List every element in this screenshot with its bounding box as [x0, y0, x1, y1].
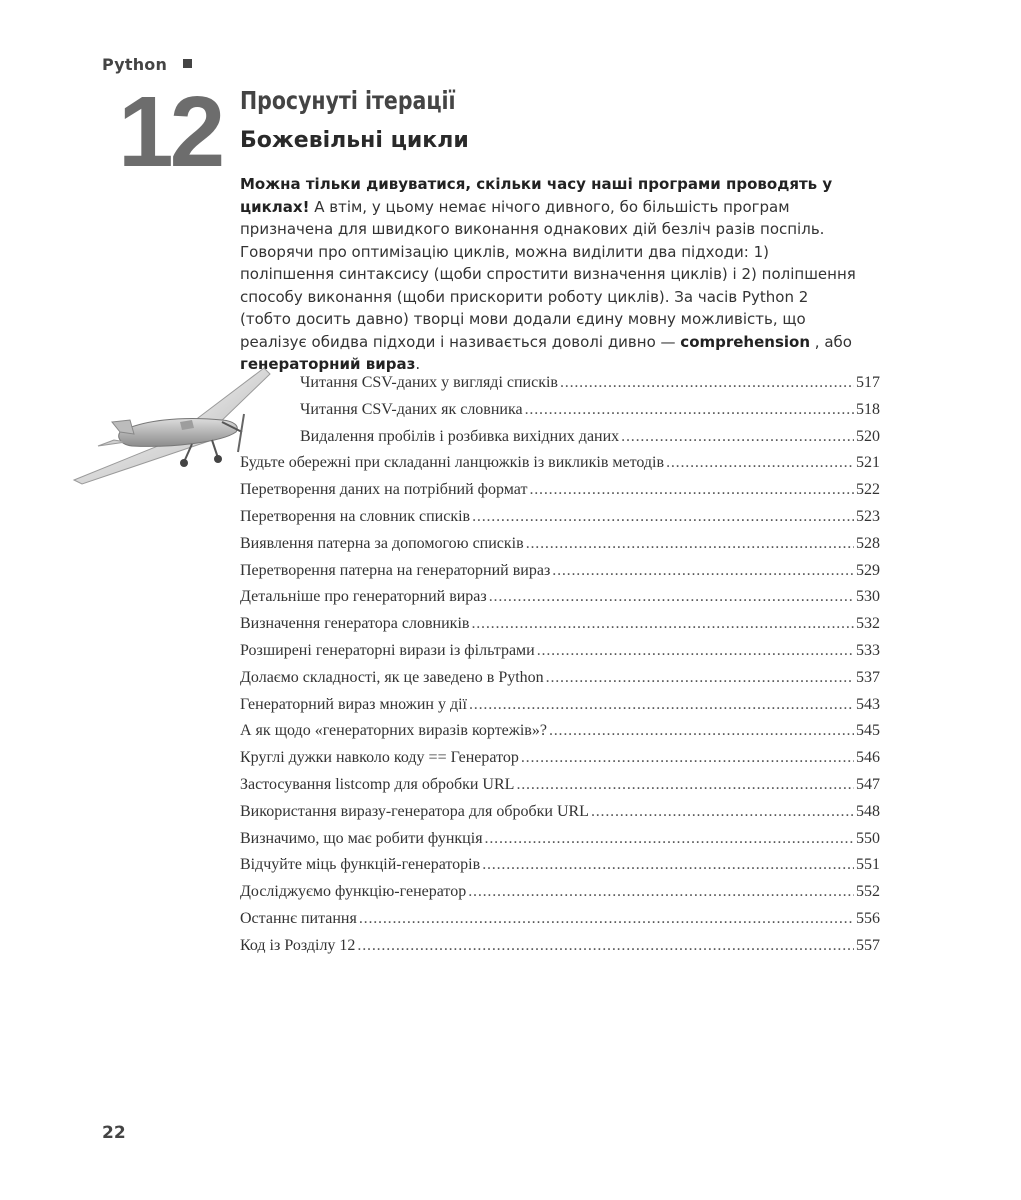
toc-entry-page: 530	[856, 588, 880, 606]
toc-entry-title: Видалення пробілів і розбивка вихідних даних	[300, 427, 620, 445]
toc-leader-dots	[552, 558, 854, 585]
toc-entry	[240, 799, 880, 826]
toc-entry-page: 557	[856, 936, 880, 954]
toc-entry-page: 529	[856, 561, 880, 579]
toc-entry-title: А як щодо «генераторних виразів кортежів»?	[240, 722, 547, 740]
toc-leader-dots	[472, 504, 854, 531]
chapter-number: 12	[118, 76, 222, 188]
toc-leader-dots	[482, 852, 854, 879]
toc-entry-page: 537	[856, 668, 880, 686]
toc-entry-title: Перетворення на словник списків	[240, 507, 471, 525]
toc-entry-page: 548	[856, 802, 880, 820]
toc-entry-title: Генераторний вираз множин у дії	[240, 695, 467, 713]
chapter-title: Божевільні цикли	[240, 128, 469, 153]
toc-entry	[240, 531, 880, 558]
toc-entry	[240, 424, 880, 451]
intro-term-comprehension: comprehension	[680, 332, 811, 351]
toc-entry-page: 521	[856, 454, 880, 472]
toc-entry	[240, 745, 880, 772]
toc-entry-page: 528	[856, 534, 880, 552]
toc-leader-dots	[529, 477, 854, 504]
intro-term-generator: генераторний вираз	[240, 355, 416, 373]
toc-entry-title: Застосування listcomp для обробки URL	[240, 775, 515, 793]
toc-leader-dots	[359, 906, 854, 933]
toc-leader-dots	[526, 531, 854, 558]
toc-entry	[240, 558, 880, 585]
toc-leader-dots	[485, 826, 854, 853]
toc-entry-page: 533	[856, 641, 880, 659]
toc-entry-title: Визначення генератора словників	[240, 615, 470, 633]
page-number: 22	[102, 1123, 126, 1143]
toc-entry	[240, 638, 880, 665]
toc-entry	[240, 370, 880, 397]
intro-lead: Можна тільки дивуватися, скільки часу наші програми проводять у циклах!	[240, 175, 833, 216]
toc-entry-page: 522	[856, 481, 880, 499]
chapter-kicker: Просунуті ітерації	[240, 86, 456, 115]
toc-entry	[240, 906, 880, 933]
toc-leader-dots	[469, 692, 854, 719]
toc-entry	[240, 692, 880, 719]
toc-entry	[240, 450, 880, 477]
toc-leader-dots	[468, 879, 854, 906]
toc-leader-dots	[621, 424, 854, 451]
toc-entry-title: Використання виразу-генератора для обробки URL	[240, 802, 589, 820]
running-head-title: Python	[102, 55, 168, 74]
toc-entry-page: 543	[856, 695, 880, 713]
toc-entry-page: 532	[856, 615, 880, 633]
square-bullet-icon	[183, 59, 192, 68]
toc-leader-dots	[516, 772, 854, 799]
toc-entry-title: Долаємо складності, як це заведено в Python	[240, 668, 544, 686]
toc-entry-page: 545	[856, 722, 880, 740]
toc-entry-title: Читання CSV-даних як словника	[300, 400, 523, 418]
toc-entry-title: Досліджуємо функцію-генератор	[240, 883, 467, 901]
intro-between: , або	[810, 332, 852, 351]
toc-entry-title: Читання CSV-даних у вигляді списків	[300, 374, 558, 391]
toc-entry-page: 520	[856, 427, 880, 445]
toc-entry-title: Код із Розділу 12	[240, 936, 356, 954]
toc-leader-dots	[471, 611, 854, 638]
toc-entry-title: Перетворення даних на потрібний формат	[240, 481, 528, 499]
toc-leader-dots	[521, 745, 854, 772]
toc-leader-dots	[560, 370, 854, 397]
toc-entry-title: Будьте обережні при складанні ланцюжків із викликів методів	[240, 454, 665, 472]
toc-entry	[240, 611, 880, 638]
running-head	[102, 55, 192, 74]
toc-entry	[240, 933, 880, 960]
toc-entry-page: 547	[856, 775, 880, 793]
intro-body: А втім, у цьому немає нічого дивного, бо більшість програм призначена для швидкого виконання однакових дій безліч разів поспіль. Говорячи про оптимізацію циклів, можна виділити два підходи: 1) поліпшення синтаксису (щоби спростити визначення циклів) і 2) поліпшення способу виконання (щоби прискорити роботу циклів). За часів Python 2 (тобто досить давно) творці мови додали єдину мовну можливість, що реалізує обидва підходи і називається доволі дивно —	[240, 197, 856, 351]
toc-entry-page: 552	[856, 883, 880, 901]
toc-leader-dots	[591, 799, 854, 826]
intro-paragraph	[240, 173, 860, 376]
toc-entry-page: 550	[856, 829, 880, 847]
toc-entry-title: Виявлення патерна за допомогою списків	[240, 534, 524, 552]
toc-entry-title: Відчуйте міць функцій-генераторів	[240, 856, 481, 874]
toc-leader-dots	[549, 718, 854, 745]
intro-end: .	[415, 355, 421, 373]
toc-entry	[240, 772, 880, 799]
toc-entry-title: Останнє питання	[240, 909, 357, 927]
toc-entry-title: Круглі дужки навколо коду == Генератор	[240, 749, 519, 767]
toc-entry	[240, 852, 880, 879]
toc-leader-dots	[357, 933, 854, 960]
toc-entry-page: 518	[856, 400, 880, 418]
toc-entry	[240, 665, 880, 692]
toc-entry-title: Визначимо, що має робити функція	[240, 829, 483, 847]
toc-leader-dots	[525, 397, 854, 424]
toc-entry-page: 556	[856, 909, 880, 927]
toc-entry-page: 546	[856, 749, 880, 767]
toc-leader-dots	[489, 584, 854, 611]
table-of-contents	[240, 370, 880, 960]
toc-entry	[240, 584, 880, 611]
toc-entry-page: 517	[856, 374, 880, 391]
toc-entry	[240, 718, 880, 745]
toc-entry	[240, 879, 880, 906]
toc-entry-title: Детальніше про генераторний вираз	[240, 588, 487, 606]
toc-leader-dots	[546, 665, 854, 692]
toc-leader-dots	[537, 638, 854, 665]
toc-leader-dots	[666, 450, 854, 477]
toc-entry-page: 551	[856, 856, 880, 874]
toc-entry	[240, 477, 880, 504]
toc-entry-title: Розширені генераторні вирази із фільтрами	[240, 641, 535, 659]
toc-entry-title: Перетворення патерна на генераторний вираз	[240, 561, 551, 579]
toc-entry	[240, 397, 880, 424]
toc-entry	[240, 826, 880, 853]
toc-entry-page: 523	[856, 507, 880, 525]
toc-entry	[240, 504, 880, 531]
